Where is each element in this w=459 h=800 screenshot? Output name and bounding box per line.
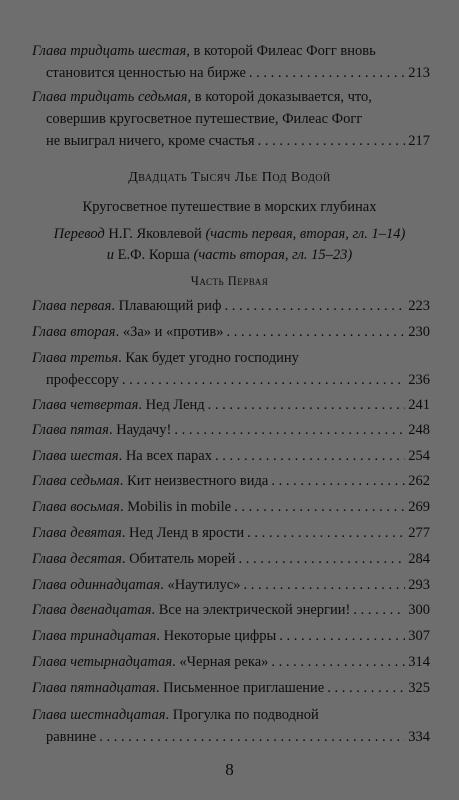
page-ref: 269 [408, 499, 430, 515]
book-subtitle: Кругосветное путешествие в морских глубинах [82, 199, 377, 215]
chapter-title: , в которой Филеас Фогг вновь [186, 43, 376, 59]
chapter-label: Глава пятнадцатая [32, 680, 156, 696]
chapter-label: Глава восьмая [32, 499, 120, 515]
page-ref: 300 [408, 602, 430, 618]
translator-name: Н.Г. Яковлевой [108, 226, 202, 242]
chapter-label: Глава третья [32, 350, 119, 366]
dot-leader [122, 369, 405, 391]
toc-entry [32, 625, 430, 647]
toc-entry [32, 599, 430, 621]
dot-leader [99, 726, 405, 748]
chapter-title-cont: равнине [46, 729, 97, 745]
chapter-title: . На всех парах [118, 448, 212, 464]
dot-leader [174, 419, 405, 441]
page-ref: 230 [408, 324, 430, 340]
dot-leader [279, 625, 405, 647]
page-ref: 248 [408, 422, 430, 438]
toc-entry [32, 445, 430, 467]
chapter-title: . Некоторые цифры [156, 628, 277, 644]
page-ref: 236 [408, 372, 430, 388]
toc-entry [32, 548, 430, 570]
dot-leader [271, 651, 405, 673]
chapter-title: . Нед Ленд [138, 397, 205, 413]
dot-leader [327, 677, 405, 699]
chapter-label: Глава тринадцатая [32, 628, 157, 644]
toc-entry [32, 321, 430, 343]
chapter-label: Глава шестнадцатая [32, 707, 166, 723]
page-ref: 223 [408, 298, 430, 314]
toc-entry [32, 574, 430, 596]
chapter-label: Глава одиннадцатая [32, 577, 161, 593]
dot-leader [227, 321, 406, 343]
chapter-label: Глава десятая [32, 551, 122, 567]
translator-prefix: и [106, 247, 118, 263]
chapter-title-cont: совершив кругосветное путешествие, Филеас Фогг [46, 111, 363, 127]
dot-leader [215, 445, 405, 467]
chapter-label: Глава четвертая [32, 397, 139, 413]
chapter-title: . Наудачу! [108, 422, 172, 438]
toc-entry [32, 470, 430, 492]
chapter-label: Глава седьмая [32, 473, 120, 489]
dot-leader [224, 295, 405, 317]
page-ref: 217 [408, 133, 430, 149]
chapter-title: . Mobilis in mobile [119, 499, 232, 515]
toc-entry [32, 651, 430, 673]
dot-leader [243, 574, 405, 596]
dot-leader [238, 548, 405, 570]
page-ref: 293 [408, 577, 430, 593]
translator-note: (часть вторая, гл. 15–23) [189, 247, 353, 263]
page-ref: 314 [408, 654, 430, 670]
dot-leader [208, 394, 406, 416]
page-ref: 254 [408, 448, 430, 464]
chapter-title: . Все на электрической энергии! [151, 602, 351, 618]
chapter-title: , в которой доказывается, что, [187, 89, 372, 105]
chapter-label: Глава четырнадцатая [32, 654, 173, 670]
chapter-label: Глава первая [32, 298, 112, 314]
toc-entry [32, 40, 430, 84]
page-ref: 241 [408, 397, 430, 413]
page-ref: 262 [408, 473, 430, 489]
dot-leader [234, 496, 405, 518]
page-number: 8 [225, 760, 234, 779]
page-ref: 213 [408, 65, 430, 81]
chapter-label: Глава шестая [32, 448, 119, 464]
dot-leader [353, 599, 405, 621]
chapter-label: Глава пятая [32, 422, 109, 438]
chapter-title-cont: профессору [46, 372, 119, 388]
chapter-title: . Как будет угодно господину [118, 350, 299, 366]
chapter-title: . Обитатель морей [121, 551, 236, 567]
chapter-label: Глава двенадцатая [32, 602, 152, 618]
chapter-title: . Плавающий риф [111, 298, 222, 314]
dot-leader [271, 470, 405, 492]
chapter-title: . «Черная река» [172, 654, 269, 670]
translator-name: Е.Ф. Корша [117, 247, 190, 263]
chapter-label: Глава тридцать седьмая [32, 89, 188, 105]
part-title: Часть Первая [190, 274, 269, 288]
chapter-title: . Кит неизвестного вида [119, 473, 269, 489]
toc-entry [32, 704, 430, 748]
chapter-label: Глава девятая [32, 525, 122, 541]
chapter-title: . «Наутилус» [160, 577, 241, 593]
page-ref: 334 [408, 729, 430, 745]
chapter-title-cont: не выиграл ничего, кроме счастья [46, 133, 255, 149]
toc-entry [32, 347, 430, 391]
toc-entry [32, 394, 430, 416]
chapter-title: . Письменное приглашение [155, 680, 325, 696]
dot-leader [258, 130, 406, 152]
book-title: Двадцать Тысяч Лье Под Водой [128, 170, 331, 185]
page-ref: 325 [408, 680, 430, 696]
translator-line-2 [0, 245, 459, 266]
toc-entry [32, 496, 430, 518]
toc-entry [32, 677, 430, 699]
chapter-title-cont: становится ценностью на бирже [46, 65, 246, 81]
chapter-title: . «За» и «против» [115, 324, 224, 340]
toc-entry [32, 419, 430, 441]
page-ref: 277 [408, 525, 430, 541]
chapter-label: Глава тридцать шестая [32, 43, 187, 59]
page-ref: 307 [408, 628, 430, 644]
dot-leader [247, 522, 405, 544]
dot-leader [249, 62, 405, 84]
translator-line-1 [0, 224, 459, 245]
toc-entry [32, 86, 430, 152]
toc-entry [32, 522, 430, 544]
chapter-label: Глава вторая [32, 324, 116, 340]
page-ref: 284 [408, 551, 430, 567]
toc-entry [32, 295, 430, 317]
translator-note: (часть первая, вторая, гл. 1–14) [201, 226, 406, 242]
chapter-title: . Прогулка по подводной [165, 707, 319, 723]
chapter-title: . Нед Ленд в ярости [121, 525, 245, 541]
translator-prefix: Перевод [53, 226, 109, 242]
